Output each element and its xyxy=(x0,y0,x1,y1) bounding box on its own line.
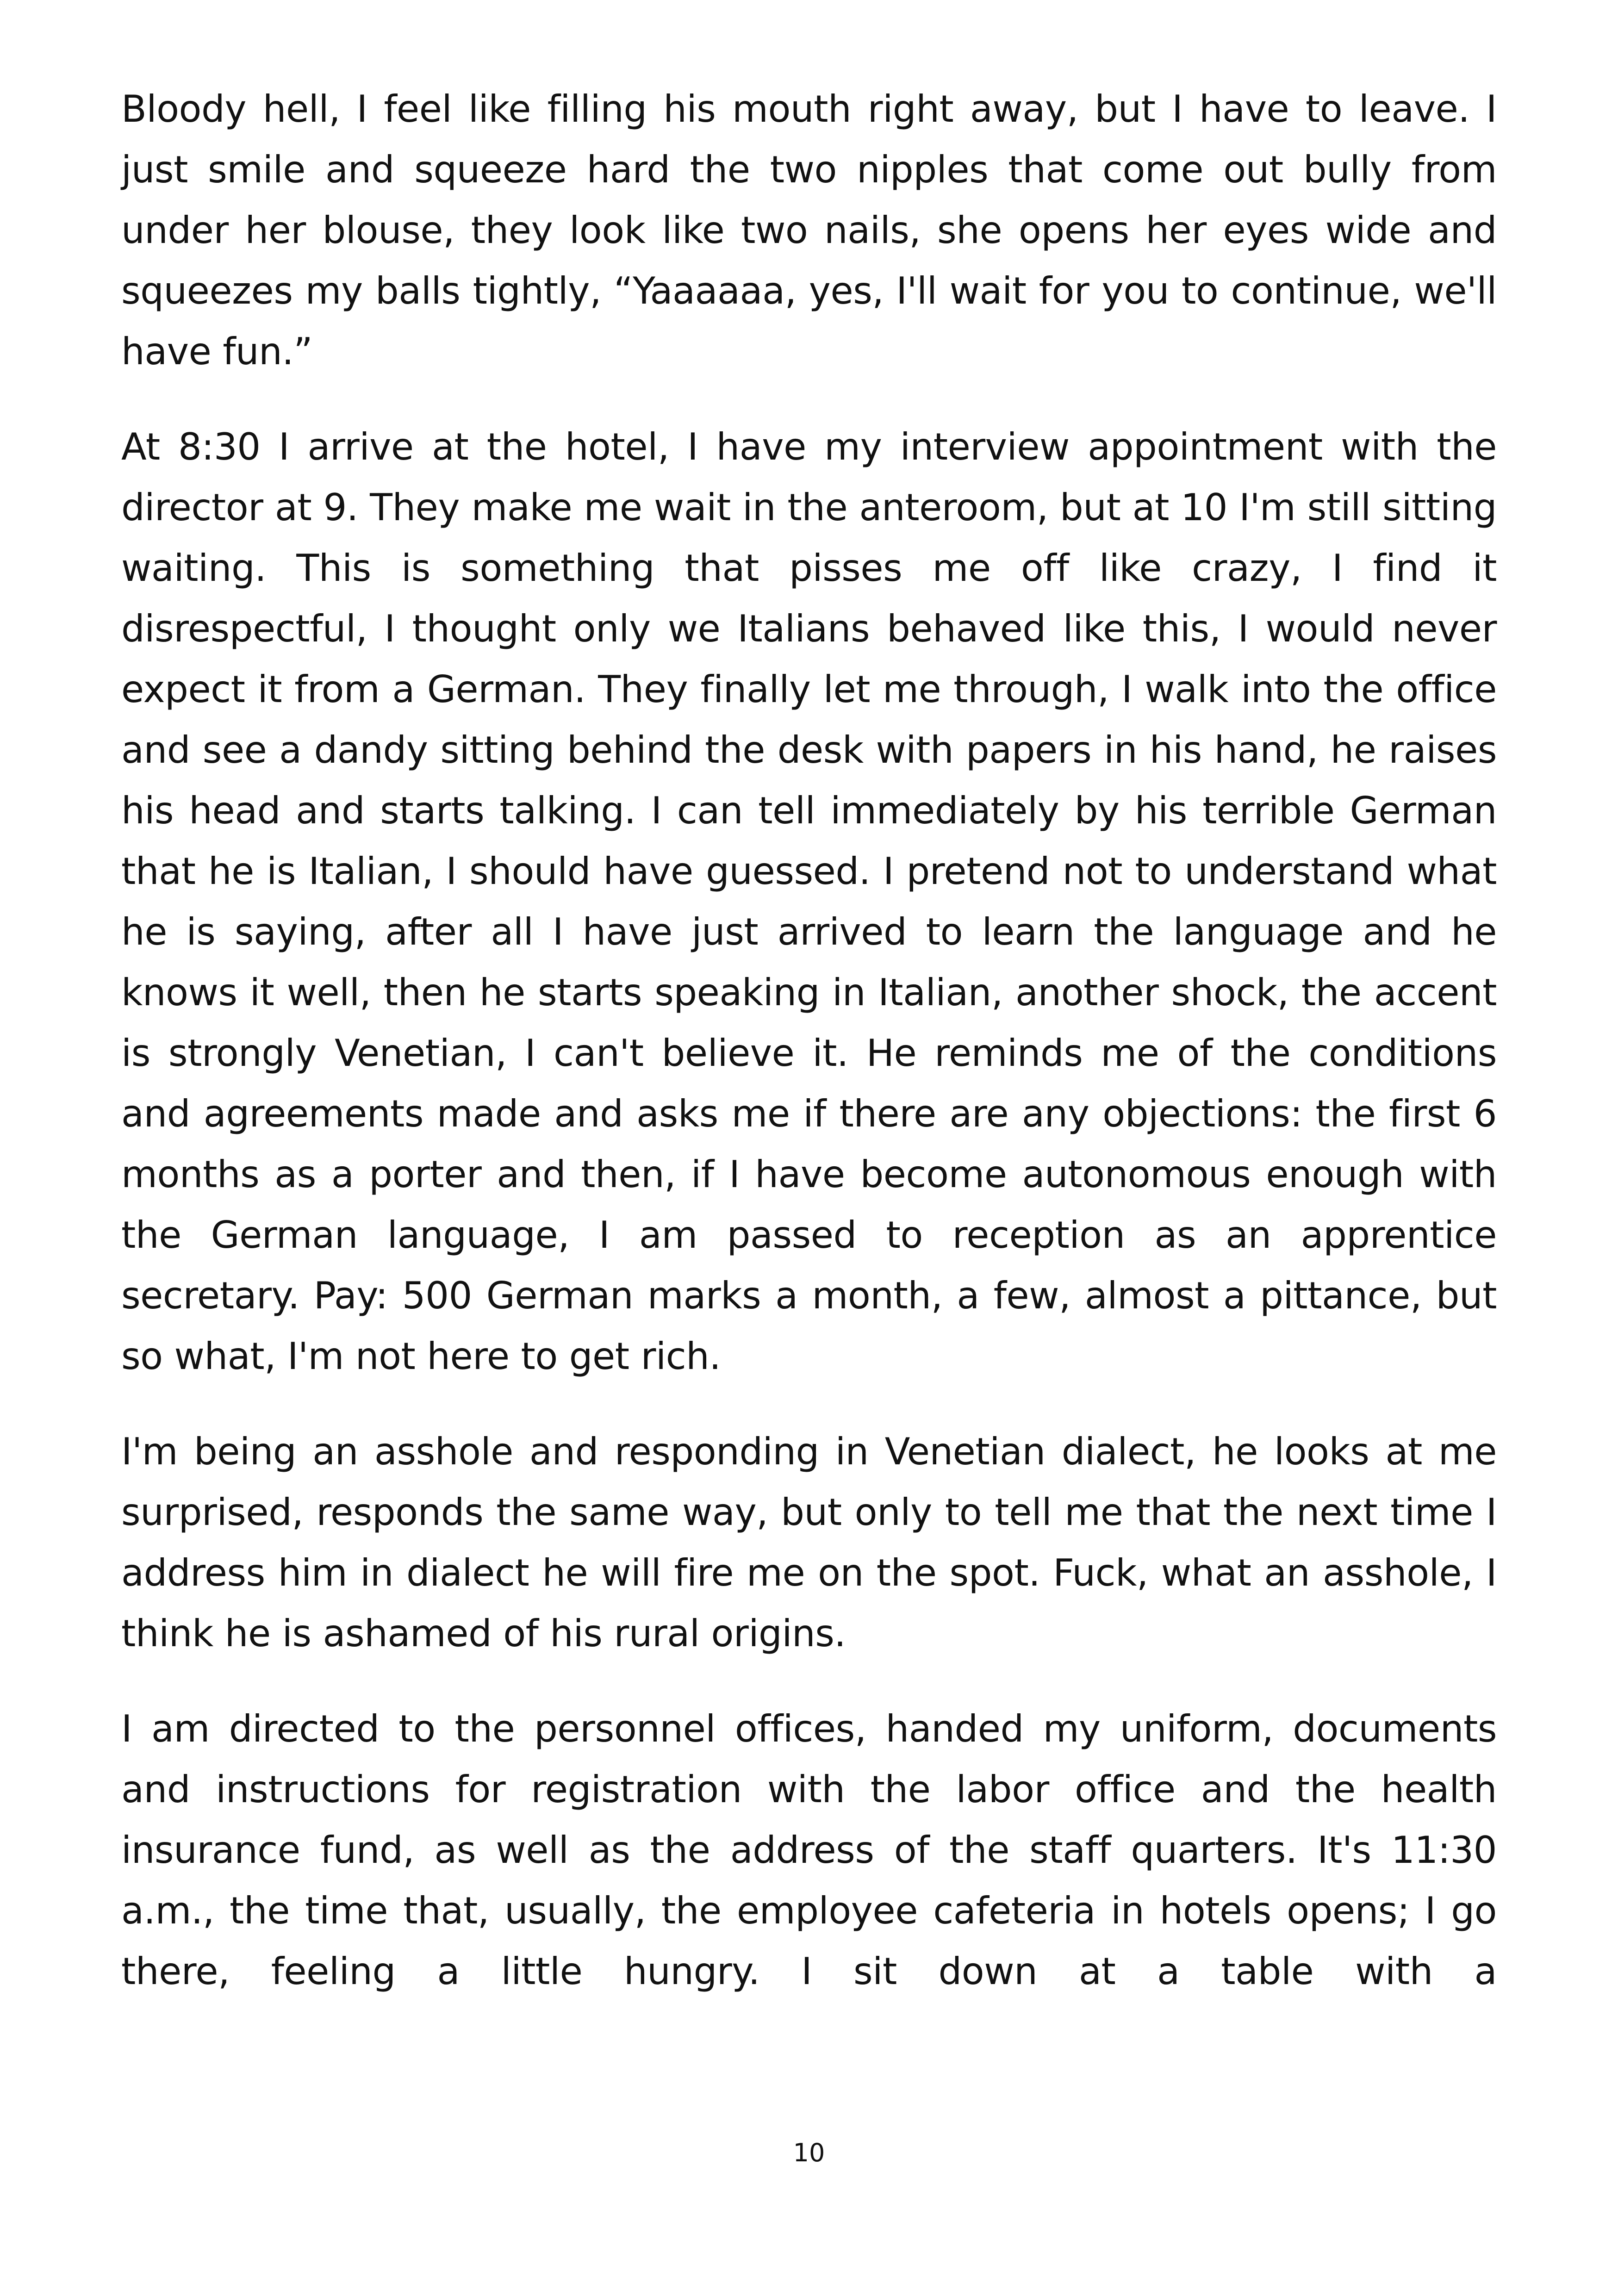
paragraph-4: I am directed to the personnel offices, handed my uniform, documents and instructions for registration with the labor office and the health insurance fund, as well as the address of the staff quarters. It's 11:30 a.m., the time that, usually, the employee cafeteria in hotels opens; I go there, feeling a little hungry. I sit down at a table with a xyxy=(121,1707,1497,1993)
page-body xyxy=(121,79,1497,2036)
paragraph-1: Bloody hell, I feel like filling his mouth right away, but I have to leave. I just smile and squeeze hard the two nipples that come out bully from under her blouse, they look like two nails, she opens her eyes wide and squeezes my balls tightly, “Yaaaaaa, yes, I'll wait for you to continue, we'll have fun.” xyxy=(121,87,1497,373)
paragraph-2: At 8:30 I arrive at the hotel, I have my interview appointment with the director at 9. They make me wait in the anteroom, but at 10 I'm still sitting waiting. This is something that pisses me off like crazy, I find it disrespectful, I thought only we Italians behaved like this, I would never expect it from a German. They finally let me through, I walk into the office and see a dandy sitting behind the desk with papers in his hand, he raises his head and starts talking. I can tell immediately by his terrible German that he is Italian, I should have guessed. I pretend not to understand what he is saying, after all I have just arrived to learn the language and he knows it well, then he starts speaking in Italian, another shock, the accent is strongly Venetian, I can't believe it. He reminds me of the conditions and agreements made and asks me if there are any objections: the first 6 months as a porter and then, if I have become autonomous enough with the German language, I am passed to reception as an apprentice secretary. Pay: 500 German marks a month, a few, almost a pittance, but so what, I'm not here to get rich. xyxy=(121,425,1497,1378)
paragraph-3: I'm being an asshole and responding in Venetian dialect, he looks at me surprised, responds the same way, but only to tell me that the next time I address him in dialect he will fire me on the spot. Fuck, what an asshole, I think he is ashamed of his rural origins. xyxy=(121,1430,1497,1655)
page-number: 10 xyxy=(793,2138,825,2167)
